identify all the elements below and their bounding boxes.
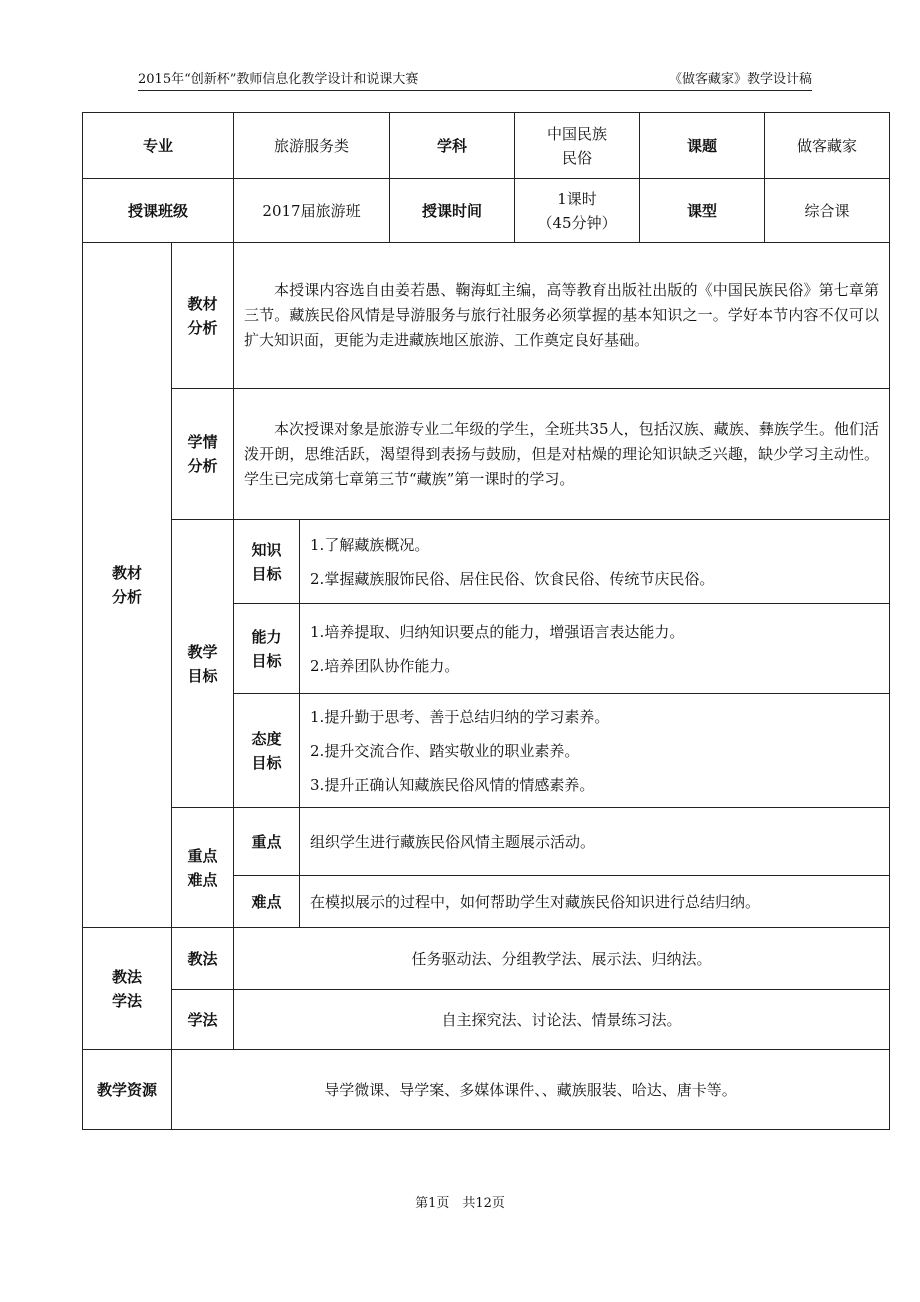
type-label: 课型 — [640, 179, 765, 243]
analysis-group-label-line-1: 教材 — [111, 564, 142, 582]
attitude-label-line-1: 态度 — [251, 729, 282, 748]
info-row-2 — [83, 179, 890, 243]
student-label-line-2: 分析 — [187, 457, 218, 475]
key-point-row — [83, 808, 890, 876]
goals-label — [172, 520, 234, 808]
major-label: 专业 — [83, 113, 234, 179]
teach-text: 任务驱动法、分组教学法、展示法、归纳法。 — [234, 928, 890, 990]
analysis-group-label — [83, 243, 172, 928]
resources-label: 教学资源 — [83, 1050, 172, 1130]
keypoints-label — [172, 808, 234, 928]
list-item: 3.提升正确认知藏族民俗风情的情感素养。 — [310, 775, 595, 794]
material-analysis-row — [83, 243, 890, 389]
knowledge-label-line-1: 知识 — [251, 540, 282, 559]
subject-value-line-2: 民俗 — [562, 148, 593, 167]
list-item: 1.了解藏族概况。 — [310, 535, 430, 554]
time-value-line-2: （45分钟） — [537, 213, 617, 232]
learn-method-row — [83, 990, 890, 1050]
analysis-group-label-line-2: 分析 — [111, 588, 142, 606]
knowledge-goal-row — [83, 520, 890, 604]
time-label: 授课时间 — [390, 179, 515, 243]
keypoints-label-line-1: 重点 — [187, 846, 218, 865]
subject-value-line-1: 中国民族 — [547, 124, 608, 143]
knowledge-list — [300, 520, 890, 604]
goals-label-line-2: 目标 — [187, 666, 218, 685]
resources-text: 导学微课、导学案、多媒体课件、、藏族服装、哈达、唐卡等。 — [172, 1050, 890, 1130]
material-label-line-1: 教材 — [187, 294, 218, 313]
student-label — [172, 389, 234, 520]
key-text: 组织学生进行藏族民俗风情主题展示活动。 — [300, 808, 890, 876]
attitude-label-line-2: 目标 — [251, 753, 282, 772]
type-value: 综合课 — [765, 179, 890, 243]
ability-list — [300, 604, 890, 694]
class-value: 2017届旅游班 — [234, 179, 390, 243]
subject-value — [515, 113, 640, 179]
page-header — [138, 64, 812, 91]
time-value — [515, 179, 640, 243]
student-analysis-row — [83, 389, 890, 520]
learn-text: 自主探究法、讨论法、情景练习法。 — [234, 990, 890, 1050]
topic-label: 课题 — [640, 113, 765, 179]
methods-label-line-2: 学法 — [111, 991, 142, 1010]
attitude-list — [300, 694, 890, 808]
info-row-1 — [83, 113, 890, 179]
list-item: 2.提升交流合作、踏实敬业的职业素养。 — [310, 741, 580, 760]
major-value: 旅游服务类 — [234, 113, 390, 179]
ability-label — [234, 604, 300, 694]
student-label-line-1: 学情 — [187, 433, 218, 451]
list-item: 1.提升勤于思考、善于总结归纳的学习素养。 — [310, 707, 610, 726]
knowledge-label-line-2: 目标 — [251, 564, 282, 583]
material-label-line-2: 分析 — [187, 318, 218, 337]
material-label — [172, 243, 234, 389]
list-item: 2.掌握藏族服饰民俗、居住民俗、饮食民俗、传统节庆民俗。 — [310, 569, 715, 588]
keypoints-label-line-2: 难点 — [187, 870, 218, 889]
teach-label: 教法 — [172, 928, 234, 990]
time-value-line-1: 1课时 — [557, 189, 597, 208]
topic-value: 做客藏家 — [765, 113, 890, 179]
list-item: 1.培养提取、归纳知识要点的能力，增强语言表达能力。 — [310, 622, 685, 641]
lesson-plan-table — [82, 112, 890, 1130]
page-footer: 第1页 共12页 — [415, 1196, 505, 1211]
class-label: 授课班级 — [83, 179, 234, 243]
attitude-label — [234, 694, 300, 808]
list-item: 2.培养团队协作能力。 — [310, 656, 460, 675]
methods-label — [83, 928, 172, 1050]
header-doc-title: 《做客藏家》教学设计稿 — [668, 72, 812, 87]
ability-label-line-1: 能力 — [251, 627, 282, 646]
header-contest-title: 2015年“创新杯”教师信息化教学设计和说课大赛 — [138, 72, 419, 87]
methods-label-line-1: 教法 — [111, 967, 142, 986]
material-text: 本授课内容选自由姜若愚、鞠海虹主编，高等教育出版社出版的《中国民族民俗》第七章第三节。藏族民俗风情是导游服务与旅行社服务必须掌握的基本知识之一。学好本节内容不仅可以扩大知识面，更能为走进藏族地区旅游、工作奠定良好基础。 — [234, 243, 890, 389]
learn-label: 学法 — [172, 990, 234, 1050]
difficult-label: 难点 — [234, 876, 300, 928]
teach-method-row — [83, 928, 890, 990]
key-label: 重点 — [234, 808, 300, 876]
resources-row — [83, 1050, 890, 1130]
difficult-text: 在模拟展示的过程中，如何帮助学生对藏族民俗知识进行总结归纳。 — [300, 876, 890, 928]
knowledge-label — [234, 520, 300, 604]
subject-label: 学科 — [390, 113, 515, 179]
student-text: 本次授课对象是旅游专业二年级的学生，全班共35人，包括汉族、藏族、彝族学生。他们活泼开朗，思维活跃，渴望得到表扬与鼓励，但是对枯燥的理论知识缺乏兴趣，缺少学习主动性。学生已完成第七章第三节“藏族”第一课时的学习。 — [234, 389, 890, 520]
goals-label-line-1: 教学 — [187, 642, 218, 661]
ability-label-line-2: 目标 — [251, 651, 282, 670]
